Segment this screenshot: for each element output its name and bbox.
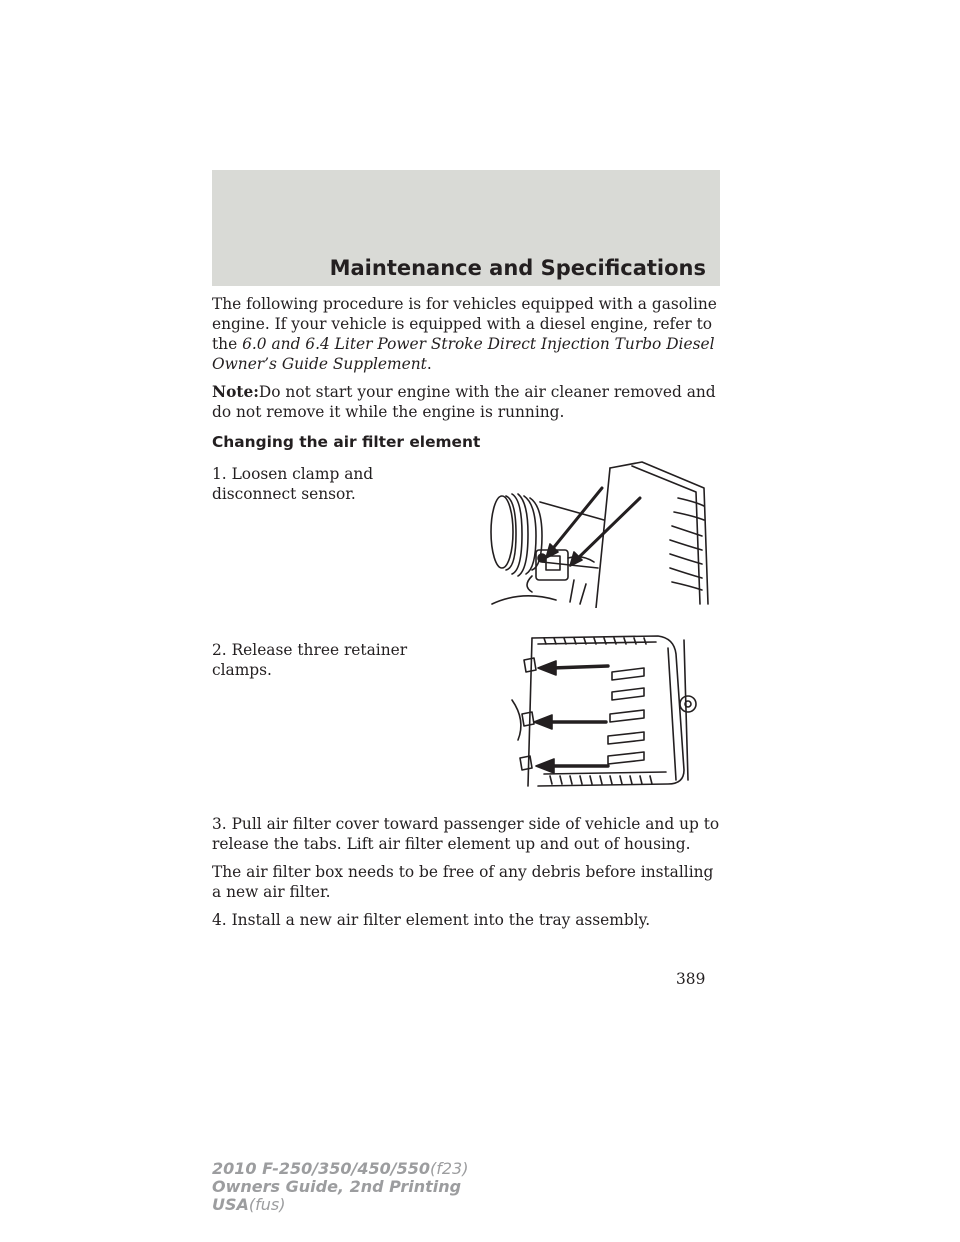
- step-4-text: 4. Install a new air filter element into the tray assembly.: [212, 911, 651, 929]
- footer-market-line: [212, 1196, 468, 1214]
- clamp-sensor-illustration: [482, 458, 718, 608]
- step-2: [212, 640, 724, 814]
- step-3-text: 3. Pull air filter cover toward passenger side of vehicle and up to release the tabs. Lift air filter element up and out of housing.: [212, 815, 720, 853]
- step-2-text: 2. Release three retainer clamps.: [212, 641, 408, 679]
- footer-printing: Owners Guide, 2nd Printing: [212, 1177, 462, 1196]
- debris-paragraph: The air filter box needs to be free of any debris before installing a new air filter.: [212, 863, 714, 901]
- step-1-text: 1. Loosen clamp and disconnect sensor.: [212, 465, 374, 503]
- intro-text: The following procedure is for vehicles equipped with a gasoline engine. If your vehicle is equipped with a diesel engine, refer to the: [212, 295, 717, 353]
- footer-block: [212, 1160, 468, 1214]
- footer-market-code: (fus): [248, 1195, 286, 1214]
- section-title: Maintenance and Specifications: [329, 256, 706, 280]
- supplement-reference: 6.0 and 6.4 Liter Power Stroke Direct Injection Turbo Diesel Owner’s Guide Supplement: [212, 335, 715, 373]
- section-heading: Changing the air filter element: [212, 433, 481, 451]
- footer-market: USA: [212, 1195, 249, 1214]
- note-label: Note:: [212, 383, 259, 401]
- note-text: Do not start your engine with the air cleaner removed and do not remove it while the engine is running.: [212, 383, 716, 421]
- intro-end: .: [426, 355, 432, 373]
- step-1: [212, 464, 724, 640]
- footer-model: 2010 F-250/350/450/550: [212, 1159, 430, 1178]
- footer-model-line: [212, 1160, 468, 1178]
- page-number: 389: [676, 970, 706, 988]
- section-header-band: [212, 170, 720, 286]
- intro-paragraph: [212, 294, 724, 374]
- page-content: [212, 294, 724, 930]
- note-paragraph: [212, 382, 724, 422]
- retainer-clamps-illustration: [508, 630, 708, 790]
- footer-model-code: (f23): [430, 1159, 469, 1178]
